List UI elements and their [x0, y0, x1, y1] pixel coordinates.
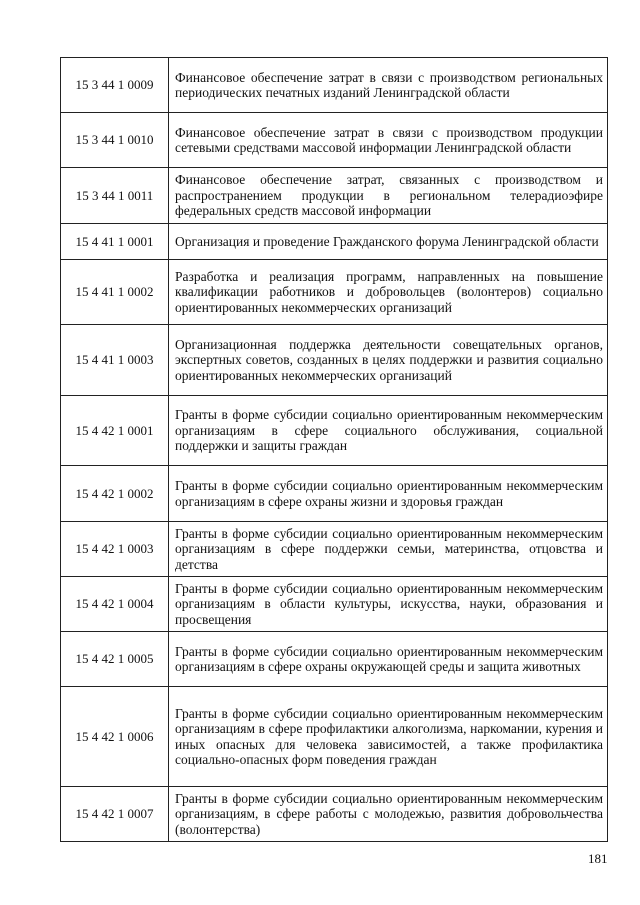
description-cell: Гранты в форме субсидии социально ориентированным некоммерческим организациям в сфере охраны жизни и здоровья граждан — [169, 466, 608, 522]
table-row — [61, 787, 608, 842]
code-cell: 15 3 44 1 0011 — [61, 168, 169, 224]
description-cell: Гранты в форме субсидии социально ориентированным некоммерческим организациям в сфере поддержки семьи, материнства, отцовства и детства — [169, 522, 608, 577]
table-row — [61, 396, 608, 466]
table-row — [61, 113, 608, 168]
table-row — [61, 260, 608, 325]
description-cell: Гранты в форме субсидии социально ориентированным некоммерческим организациям, в сфере работы с молодежью, развития добровольчества (волонтерства) — [169, 787, 608, 842]
code-cell: 15 4 42 1 0004 — [61, 577, 169, 632]
code-cell: 15 4 42 1 0006 — [61, 687, 169, 787]
code-cell: 15 3 44 1 0009 — [61, 58, 169, 113]
table-row — [61, 224, 608, 260]
description-cell: Гранты в форме субсидии социально ориентированным некоммерческим организациям в области культуры, искусства, науки, образования и просвещения — [169, 577, 608, 632]
code-cell: 15 4 41 1 0003 — [61, 325, 169, 396]
code-cell: 15 4 41 1 0002 — [61, 260, 169, 325]
description-cell: Организация и проведение Гражданского форума Ленинградской области — [169, 224, 608, 260]
table-row — [61, 577, 608, 632]
table-row — [61, 58, 608, 113]
table-row — [61, 632, 608, 687]
description-cell: Разработка и реализация программ, направленных на повышение квалификации работников и добровольцев (волонтеров) социально ориентированных некоммерческих организаций — [169, 260, 608, 325]
page-number: 181 — [588, 851, 608, 866]
budget-codes-table — [60, 57, 608, 842]
table-row — [61, 522, 608, 577]
table-row — [61, 687, 608, 787]
description-cell: Гранты в форме субсидии социально ориентированным некоммерческим организациям в сфере социального обслуживания, социальной поддержки и защиты граждан — [169, 396, 608, 466]
description-cell: Финансовое обеспечение затрат, связанных с производством и распространением продукции в региональном телерадиоэфире федеральных средств массовой информации — [169, 168, 608, 224]
code-cell: 15 4 41 1 0001 — [61, 224, 169, 260]
description-cell: Организационная поддержка деятельности совещательных органов, экспертных советов, созданных в целях поддержки и развития социально ориентированных некоммерческих организаций — [169, 325, 608, 396]
table-row — [61, 466, 608, 522]
code-cell: 15 4 42 1 0005 — [61, 632, 169, 687]
description-cell: Гранты в форме субсидии социально ориентированным некоммерческим организациям в сфере профилактики алкоголизма, наркомании, курения и иных опасных для человека зависимостей, а также профилактика социально-опасных форм поведения граждан — [169, 687, 608, 787]
code-cell: 15 4 42 1 0001 — [61, 396, 169, 466]
code-cell: 15 4 42 1 0007 — [61, 787, 169, 842]
description-cell: Финансовое обеспечение затрат в связи с производством региональных периодических печатных изданий Ленинградской области — [169, 58, 608, 113]
table-row — [61, 325, 608, 396]
table-row — [61, 168, 608, 224]
code-cell: 15 3 44 1 0010 — [61, 113, 169, 168]
code-cell: 15 4 42 1 0003 — [61, 522, 169, 577]
description-cell: Финансовое обеспечение затрат в связи с производством продукции сетевыми средствами массовой информации Ленинградской области — [169, 113, 608, 168]
code-cell: 15 4 42 1 0002 — [61, 466, 169, 522]
description-cell: Гранты в форме субсидии социально ориентированным некоммерческим организациям в сфере охраны окружающей среды и защита животных — [169, 632, 608, 687]
